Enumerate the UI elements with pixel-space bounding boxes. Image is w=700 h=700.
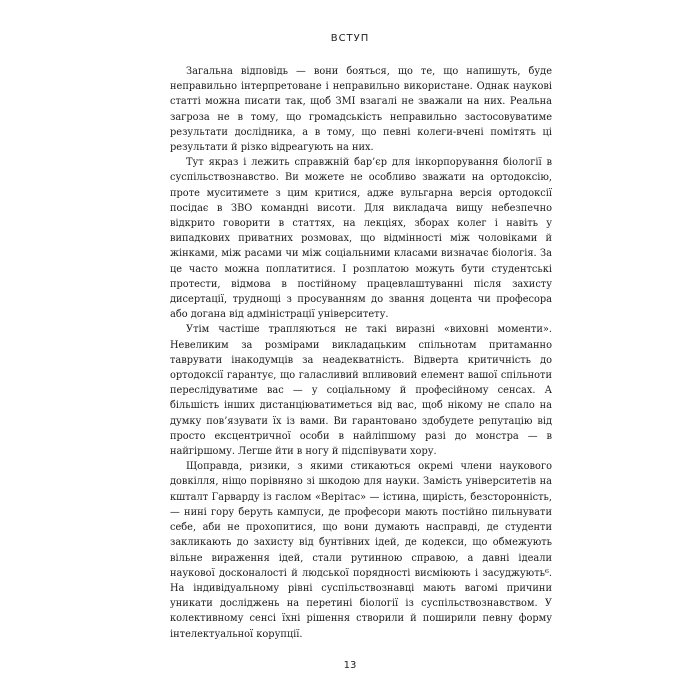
paragraph-1: Загальна відповідь — вони бояться, що те, що напишуть, буде неправильно інтерпретоване і неправильно використане. Однак наукові статті можна писати так, щоб ЗМІ взагалі не зважали на них. Реальна загроза не в тому, що громадськість неправильно застосовуватиме результати дослідника, а в тому, що певні колеги-вчені помітять ці результати й різко відреагують на них. [170,66,552,154]
running-header: ВСТУП [330,33,370,44]
paragraph-2: Тут якраз і лежить справжній бар’єр для інкорпорування біології в суспільствознавство. Ви можете не особливо зважати на ортодоксію, проте муситимете з цим критися, адже вульгарна версія ортодоксії посідає в ЗВО командні висоти. Для викладача вищу небезпечно відкрито говорити в статтях, на лекціях, зборах колег і навіть у випадкових приватних розмовах, що відмінності між чоловіками й жінками, між расами чи між соціальними класами визначає біологія. За це часто можна поплатитися. І розплатою можуть бути студентські протести, відмова в постійному працевлаштуванні після захисту дисертації, труднощі з просуванням до звання доцента чи професора або догана від адміністрації університету. [170,157,552,321]
page-number: 13 [343,660,357,671]
paragraph-4: Щоправда, ризики, з якими стикаються окремі члени наукового довкілля, ніщо порівняно зі шкодою для науки. Замість університетів на кшталт Гарварду із гаслом «Верітас» — істина, щирість, безсторонність, — нині гору беруть кампуси, де професори мають постійно пильнувати себе, аби не прохопитися, що вони думають насправді, де студенти закликають до захисту від бунтівних ідей, де кодекси, що обмежують вільне вираження ідей, стали рутинною справою, а давні ідеали наукової досконалості й людської порядності висміюють і засуджують⁶. На індивідуальному рівні суспільствознавці мають вагомі причини уникати досліджень на перетині біології із суспільствознавством. У колективному сенсі їхні рішення створили й поширили певну форму інтелектуальної корупції. [170,461,552,640]
paragraph-3: Утім частіше трапляються не такі виразні «виховні моменти». Невеликим за розмірами викладацьким спільнотам притаманно таврувати інакодумців за неадекватність. Відверта критичність до ортодоксії гарантує, що галасливий впливовий елемент вашої спільноти переслідуватиме вас — у соціальному й професійному сенсах. А більшість інших дистанціюватиметься від вас, щоб нікому не спало на думку пов’язувати їх із вами. Ви гарантовано здобудете репутацію від просто ексцентричної особи в найліпшому разі до монстра — в найгіршому. Легше йти в ногу й підспівувати хору. [170,324,552,458]
body-text [170,64,552,642]
